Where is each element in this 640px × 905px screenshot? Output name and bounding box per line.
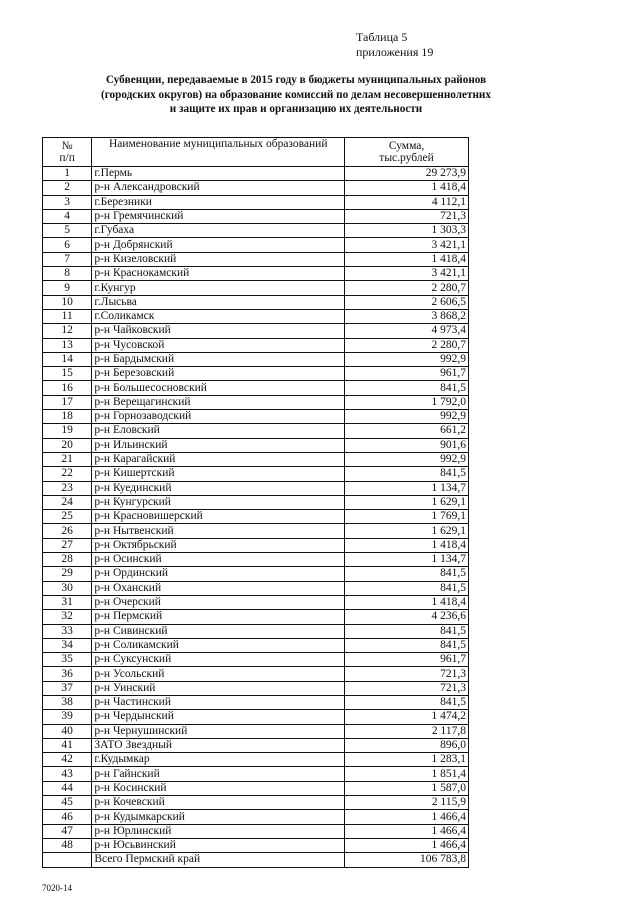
heading-line-3: и защите их прав и организацию их деятельности <box>169 103 423 115</box>
table-row <box>43 567 469 581</box>
row-amount: 896,0 <box>345 738 469 752</box>
total-amount: 106 783,8 <box>345 853 469 867</box>
row-amount: 1 418,4 <box>345 252 469 266</box>
header-amount: Сумма, тыс.рублей <box>345 138 469 167</box>
row-municipality: р-н Александровский <box>92 181 345 195</box>
row-municipality: р-н Кочевский <box>92 796 345 810</box>
row-number: 35 <box>43 653 92 667</box>
row-amount: 2 117,8 <box>345 724 469 738</box>
row-municipality: г.Губаха <box>92 224 345 238</box>
row-amount: 841,5 <box>345 467 469 481</box>
row-municipality: р-н Сивинский <box>92 624 345 638</box>
row-municipality: р-н Суксунский <box>92 653 345 667</box>
row-number: 4 <box>43 209 92 223</box>
row-amount: 3 421,1 <box>345 267 469 281</box>
row-municipality: р-н Уинский <box>92 681 345 695</box>
table-row <box>43 238 469 252</box>
row-number: 6 <box>43 238 92 252</box>
row-municipality: р-н Большесосновский <box>92 381 345 395</box>
table-row <box>43 838 469 852</box>
row-number: 21 <box>43 452 92 466</box>
row-amount: 1 474,2 <box>345 710 469 724</box>
row-municipality: р-н Ильинский <box>92 438 345 452</box>
row-municipality: г.Березники <box>92 195 345 209</box>
table-row <box>43 467 469 481</box>
row-municipality: р-н Кунгурский <box>92 495 345 509</box>
table-row <box>43 510 469 524</box>
row-amount: 3 868,2 <box>345 309 469 323</box>
caption-table-number: Таблица 5 <box>356 30 408 44</box>
row-number: 14 <box>43 352 92 366</box>
row-municipality: р-н Кишертский <box>92 467 345 481</box>
row-number: 33 <box>43 624 92 638</box>
row-amount: 1 769,1 <box>345 510 469 524</box>
row-municipality: р-н Горнозаводский <box>92 410 345 424</box>
table-row <box>43 495 469 509</box>
row-amount: 2 606,5 <box>345 295 469 309</box>
row-municipality: р-н Карагайский <box>92 452 345 466</box>
table-row <box>43 553 469 567</box>
row-number: 43 <box>43 767 92 781</box>
row-municipality: р-н Косинский <box>92 781 345 795</box>
table-row <box>43 595 469 609</box>
row-number: 15 <box>43 367 92 381</box>
total-number <box>43 853 92 867</box>
table-row <box>43 452 469 466</box>
row-number: 31 <box>43 595 92 609</box>
row-amount: 1 851,4 <box>345 767 469 781</box>
table-row <box>43 667 469 681</box>
row-amount: 2 280,7 <box>345 338 469 352</box>
row-amount: 841,5 <box>345 581 469 595</box>
document-code: 7020-14 <box>42 883 72 893</box>
table-row <box>43 796 469 810</box>
row-number: 1 <box>43 167 92 181</box>
row-number: 8 <box>43 267 92 281</box>
row-municipality: р-н Очерский <box>92 595 345 609</box>
row-number: 47 <box>43 824 92 838</box>
row-number: 27 <box>43 538 92 552</box>
row-municipality: р-н Ординский <box>92 567 345 581</box>
row-amount: 2 115,9 <box>345 796 469 810</box>
row-amount: 1 792,0 <box>345 395 469 409</box>
row-municipality: ЗАТО Звездный <box>92 738 345 752</box>
table-row <box>43 209 469 223</box>
row-amount: 961,7 <box>345 367 469 381</box>
row-amount: 1 283,1 <box>345 753 469 767</box>
row-number: 30 <box>43 581 92 595</box>
row-municipality: р-н Верещагинский <box>92 395 345 409</box>
row-number: 13 <box>43 338 92 352</box>
row-municipality: г.Лысьва <box>92 295 345 309</box>
table-row <box>43 738 469 752</box>
row-amount: 1 303,3 <box>345 224 469 238</box>
row-amount: 1 134,7 <box>345 553 469 567</box>
row-municipality: р-н Пермский <box>92 610 345 624</box>
row-amount: 1 466,4 <box>345 810 469 824</box>
row-municipality: р-н Красновишерский <box>92 510 345 524</box>
row-municipality: р-н Краснокамский <box>92 267 345 281</box>
table-row <box>43 824 469 838</box>
table-row <box>43 753 469 767</box>
row-municipality: р-н Усольский <box>92 667 345 681</box>
table-row <box>43 252 469 266</box>
table-row <box>43 538 469 552</box>
total-label: Всего Пермский край <box>92 853 345 867</box>
row-amount: 721,3 <box>345 667 469 681</box>
table-row <box>43 424 469 438</box>
table-row <box>43 195 469 209</box>
row-amount: 901,6 <box>345 438 469 452</box>
row-number: 28 <box>43 553 92 567</box>
row-municipality: р-н Еловский <box>92 424 345 438</box>
row-amount: 4 973,4 <box>345 324 469 338</box>
row-amount: 4 236,6 <box>345 610 469 624</box>
table-row <box>43 524 469 538</box>
table-row <box>43 181 469 195</box>
row-number: 3 <box>43 195 92 209</box>
row-number: 19 <box>43 424 92 438</box>
row-amount: 1 629,1 <box>345 495 469 509</box>
row-amount: 1 629,1 <box>345 524 469 538</box>
table-header-row <box>43 138 469 167</box>
table-row <box>43 295 469 309</box>
row-number: 20 <box>43 438 92 452</box>
row-amount: 1 134,7 <box>345 481 469 495</box>
row-number: 12 <box>43 324 92 338</box>
row-number: 36 <box>43 667 92 681</box>
row-municipality: р-н Чайковский <box>92 324 345 338</box>
row-amount: 2 280,7 <box>345 281 469 295</box>
row-number: 18 <box>43 410 92 424</box>
row-number: 2 <box>43 181 92 195</box>
header-number: № п/п <box>43 138 92 167</box>
row-number: 7 <box>43 252 92 266</box>
row-amount: 29 273,9 <box>345 167 469 181</box>
row-municipality: р-н Частинский <box>92 695 345 709</box>
table-row <box>43 638 469 652</box>
row-number: 25 <box>43 510 92 524</box>
table-row <box>43 352 469 366</box>
subsidies-table <box>42 137 469 868</box>
table-body <box>43 167 469 868</box>
row-municipality: р-н Чердынский <box>92 710 345 724</box>
row-amount: 1 418,4 <box>345 538 469 552</box>
row-number: 46 <box>43 810 92 824</box>
table-row <box>43 381 469 395</box>
row-municipality: р-н Кизеловский <box>92 252 345 266</box>
row-amount: 1 466,4 <box>345 824 469 838</box>
row-number: 26 <box>43 524 92 538</box>
row-amount: 992,9 <box>345 352 469 366</box>
row-municipality: р-н Соликамский <box>92 638 345 652</box>
row-amount: 1 587,0 <box>345 781 469 795</box>
row-amount: 841,5 <box>345 638 469 652</box>
heading-line-2: (городских округов) на образование комиссий по делам несовершеннолетних <box>101 88 491 101</box>
row-number: 37 <box>43 681 92 695</box>
document-heading <box>40 73 552 117</box>
row-municipality: р-н Чусовской <box>92 338 345 352</box>
table-row <box>43 810 469 824</box>
row-number: 16 <box>43 381 92 395</box>
row-amount: 1 466,4 <box>345 838 469 852</box>
row-municipality: р-н Добрянский <box>92 238 345 252</box>
row-municipality: р-н Бардымский <box>92 352 345 366</box>
row-number: 24 <box>43 495 92 509</box>
row-number: 44 <box>43 781 92 795</box>
row-amount: 721,3 <box>345 209 469 223</box>
row-municipality: р-н Октябрьский <box>92 538 345 552</box>
table-row <box>43 610 469 624</box>
table-row <box>43 581 469 595</box>
row-amount: 4 112,1 <box>345 195 469 209</box>
row-number: 11 <box>43 309 92 323</box>
row-municipality: г.Кудымкар <box>92 753 345 767</box>
row-municipality: г.Пермь <box>92 167 345 181</box>
table-total-row <box>43 853 469 867</box>
row-number: 34 <box>43 638 92 652</box>
table-row <box>43 710 469 724</box>
row-number: 23 <box>43 481 92 495</box>
row-number: 17 <box>43 395 92 409</box>
row-amount: 661,2 <box>345 424 469 438</box>
table-row <box>43 767 469 781</box>
row-municipality: р-н Куединский <box>92 481 345 495</box>
header-municipality: Наименование муниципальных образований <box>92 138 345 167</box>
table-row <box>43 338 469 352</box>
row-number: 39 <box>43 710 92 724</box>
row-number: 5 <box>43 224 92 238</box>
row-number: 45 <box>43 796 92 810</box>
table-row <box>43 224 469 238</box>
row-number: 10 <box>43 295 92 309</box>
table-row <box>43 267 469 281</box>
row-amount: 841,5 <box>345 381 469 395</box>
table-row <box>43 410 469 424</box>
table-row <box>43 324 469 338</box>
row-municipality: р-н Гремячинский <box>92 209 345 223</box>
row-municipality: р-н Оханский <box>92 581 345 595</box>
row-number: 32 <box>43 610 92 624</box>
row-amount: 841,5 <box>345 695 469 709</box>
row-number: 41 <box>43 738 92 752</box>
row-municipality: р-н Нытвенский <box>92 524 345 538</box>
row-amount: 961,7 <box>345 653 469 667</box>
row-municipality: р-н Березовский <box>92 367 345 381</box>
row-municipality: г.Соликамск <box>92 309 345 323</box>
row-number: 22 <box>43 467 92 481</box>
row-municipality: р-н Чернушинский <box>92 724 345 738</box>
table-row <box>43 309 469 323</box>
row-amount: 841,5 <box>345 567 469 581</box>
table-row <box>43 481 469 495</box>
row-amount: 3 421,1 <box>345 238 469 252</box>
row-number: 40 <box>43 724 92 738</box>
table-row <box>43 681 469 695</box>
row-municipality: г.Кунгур <box>92 281 345 295</box>
row-amount: 721,3 <box>345 681 469 695</box>
row-municipality: р-н Кудымкарский <box>92 810 345 824</box>
row-number: 29 <box>43 567 92 581</box>
table-row <box>43 167 469 181</box>
row-number: 42 <box>43 753 92 767</box>
row-municipality: р-н Юрлинский <box>92 824 345 838</box>
row-amount: 1 418,4 <box>345 181 469 195</box>
row-municipality: р-н Юсьвинский <box>92 838 345 852</box>
row-amount: 992,9 <box>345 452 469 466</box>
table-row <box>43 695 469 709</box>
table-row <box>43 395 469 409</box>
table-row <box>43 653 469 667</box>
table-row <box>43 367 469 381</box>
row-number: 38 <box>43 695 92 709</box>
table-row <box>43 624 469 638</box>
row-amount: 841,5 <box>345 624 469 638</box>
table-row <box>43 438 469 452</box>
caption-appendix-number: приложения 19 <box>356 45 434 59</box>
table-row <box>43 781 469 795</box>
row-municipality: р-н Осинский <box>92 553 345 567</box>
table-row <box>43 281 469 295</box>
row-number: 9 <box>43 281 92 295</box>
table-row <box>43 724 469 738</box>
row-amount: 1 418,4 <box>345 595 469 609</box>
table-caption <box>356 30 433 60</box>
row-amount: 992,9 <box>345 410 469 424</box>
row-number: 48 <box>43 838 92 852</box>
row-municipality: р-н Гайнский <box>92 767 345 781</box>
heading-line-1: Субвенции, передаваемые в 2015 году в бюджеты муниципальных районов <box>105 74 487 86</box>
